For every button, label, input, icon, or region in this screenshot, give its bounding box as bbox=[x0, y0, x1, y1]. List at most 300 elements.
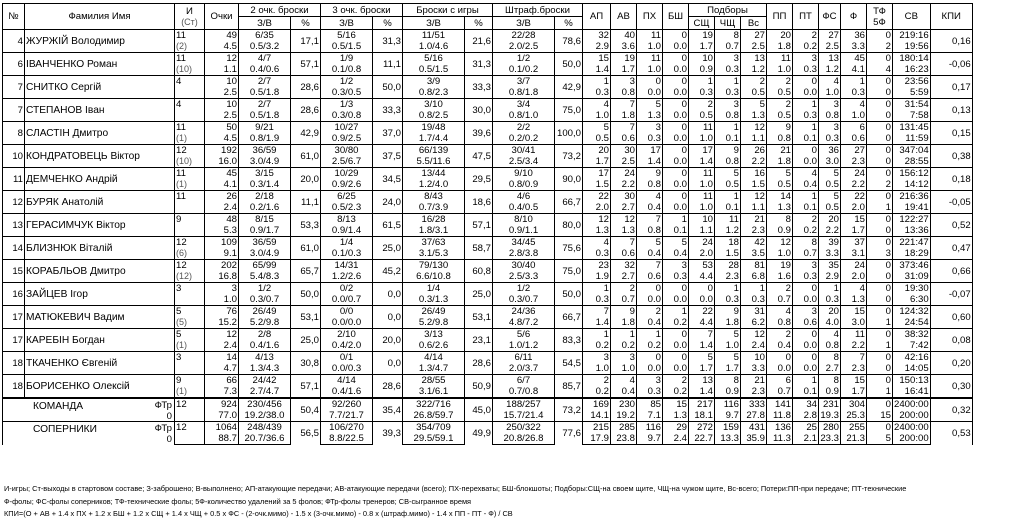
fs: 20 bbox=[819, 214, 841, 226]
bsha-avg: 0.0 bbox=[663, 41, 689, 53]
chscha-avg: 0.3 bbox=[715, 87, 741, 99]
chscha-avg: 1.5 bbox=[715, 248, 741, 260]
apa-avg: 1.4 bbox=[583, 64, 611, 76]
bsh: 0 bbox=[663, 283, 689, 295]
player-number: 18 bbox=[3, 375, 25, 399]
kpi: 0,66 bbox=[930, 260, 972, 283]
five-fouls: 2 bbox=[867, 41, 893, 53]
pta-avg: 2.1 bbox=[793, 433, 819, 445]
points-avg: 2.5 bbox=[205, 87, 239, 99]
pt: 1 bbox=[793, 99, 819, 111]
points-avg: 77.0 bbox=[205, 410, 239, 422]
fsa-avg: 0.9 bbox=[819, 386, 841, 398]
pt: 3 bbox=[793, 53, 819, 65]
fg3-made-att: 106/270 bbox=[321, 422, 373, 434]
games: 3 bbox=[175, 283, 205, 295]
chscha-avg: 0.1 bbox=[715, 202, 741, 214]
pta-avg: 0.7 bbox=[793, 248, 819, 260]
fg2p-pct: 57,1 bbox=[291, 53, 321, 76]
player-name: ТКАЧЕНКО Євгеній bbox=[25, 352, 175, 375]
pt: 0 bbox=[793, 329, 819, 341]
col-fg-pct: % bbox=[465, 17, 493, 30]
ph: 7 bbox=[637, 214, 663, 226]
table-row bbox=[3, 306, 1003, 318]
ftp-pct: 75,6 bbox=[555, 237, 583, 260]
chsch: 9 bbox=[715, 145, 741, 157]
fg2a-avg: 5.2/9.8 bbox=[239, 317, 291, 329]
sscha-avg: 0.5 bbox=[689, 110, 715, 122]
fg3-made-att: 4/14 bbox=[321, 375, 373, 387]
ssch: 11 bbox=[689, 122, 715, 134]
bsh: 3 bbox=[663, 260, 689, 272]
pha-avg: 0.4 bbox=[637, 317, 663, 329]
pta-avg: 0.2 bbox=[793, 225, 819, 237]
ava-avg: 2.7 bbox=[611, 271, 637, 283]
fgp-pct: 45,0 bbox=[465, 398, 493, 422]
five-fouls: 5 bbox=[867, 433, 893, 445]
tech-fouls: 0 bbox=[867, 422, 893, 434]
time-played-avg: 7:58 bbox=[893, 110, 931, 122]
fa-avg: 1.7 bbox=[841, 225, 867, 237]
fgp-pct: 21,6 bbox=[465, 30, 493, 53]
table-row bbox=[3, 145, 1003, 157]
ava-avg: 1.8 bbox=[611, 317, 637, 329]
av: 40 bbox=[611, 30, 637, 42]
f: 36 bbox=[841, 30, 867, 42]
coach-fouls-label: ФТр bbox=[154, 400, 172, 411]
fg3p-pct: 28,6 bbox=[373, 375, 403, 399]
pha-avg: 1.0 bbox=[637, 64, 663, 76]
fg3p-pct: 35,4 bbox=[373, 398, 403, 422]
games: 12 bbox=[175, 398, 205, 410]
ftp-pct: 100,0 bbox=[555, 122, 583, 145]
fta-avg: 0.8/0.9 bbox=[493, 179, 555, 191]
coach-fouls-label: ФТр bbox=[154, 423, 172, 434]
fg3p-pct: 24,0 bbox=[373, 191, 403, 214]
chsch: 8 bbox=[715, 30, 741, 42]
chscha-avg: 0.7 bbox=[715, 41, 741, 53]
av: 2 bbox=[611, 283, 637, 295]
fg3a-avg: 0.4/2.0 bbox=[321, 340, 373, 352]
pha-avg: 1.4 bbox=[637, 156, 663, 168]
fg2a-avg: 0.2/1.6 bbox=[239, 202, 291, 214]
fta-avg: 0.3/0.7 bbox=[493, 294, 555, 306]
col-fs: ФС bbox=[819, 4, 841, 30]
pp: 6 bbox=[767, 375, 793, 387]
time-played-avg: 13:36 bbox=[893, 225, 931, 237]
fg-made-att: 1/4 bbox=[403, 283, 465, 295]
ssch: 11 bbox=[689, 191, 715, 203]
vsa-avg: 2.5 bbox=[741, 41, 767, 53]
vs: 27 bbox=[741, 30, 767, 42]
fsa-avg: 1.0 bbox=[819, 87, 841, 99]
ssch: 7 bbox=[689, 329, 715, 341]
bsha-avg: 0.2 bbox=[663, 386, 689, 398]
ppa-avg: 11.3 bbox=[767, 433, 793, 445]
ssch: 2 bbox=[689, 99, 715, 111]
five-fouls: 0 bbox=[867, 110, 893, 122]
ppa-avg: 0.5 bbox=[767, 110, 793, 122]
ph: 0 bbox=[637, 283, 663, 295]
points: 192 bbox=[205, 145, 239, 157]
chsch: 5 bbox=[715, 329, 741, 341]
ssch: 17 bbox=[689, 145, 715, 157]
sscha-avg: 1.4 bbox=[689, 156, 715, 168]
av: 12 bbox=[611, 214, 637, 226]
chscha-avg: 1.0 bbox=[715, 340, 741, 352]
points-avg: 4.7 bbox=[205, 363, 239, 375]
ft-made-att: 3/4 bbox=[493, 99, 555, 111]
pha-avg: 0.3 bbox=[637, 386, 663, 398]
f: 37 bbox=[841, 237, 867, 249]
vs: 1 bbox=[741, 283, 767, 295]
points-avg: 9.1 bbox=[205, 248, 239, 260]
ph: 7 bbox=[637, 260, 663, 272]
av: 32 bbox=[611, 260, 637, 272]
ft-made-att: 6/7 bbox=[493, 375, 555, 387]
av: 19 bbox=[611, 53, 637, 65]
pp: 2 bbox=[767, 99, 793, 111]
fa-avg: 0.6 bbox=[841, 133, 867, 145]
col-ft-zv: З/В bbox=[493, 17, 555, 30]
fa-avg: 0.3 bbox=[841, 87, 867, 99]
five-fouls: 2 bbox=[867, 179, 893, 191]
games: 11 bbox=[175, 30, 205, 42]
pta-avg: 0.2 bbox=[793, 41, 819, 53]
fgp-pct: 53,1 bbox=[465, 306, 493, 329]
fg3p-pct: 0,0 bbox=[373, 352, 403, 375]
ssch: 19 bbox=[689, 30, 715, 42]
pp: 2 bbox=[767, 283, 793, 295]
col-fg3: 3 очк. броски bbox=[321, 4, 403, 17]
five-fouls: 0 bbox=[867, 87, 893, 99]
pp: 141 bbox=[767, 398, 793, 410]
vsa-avg: 3.3 bbox=[741, 363, 767, 375]
starts: (1) bbox=[175, 386, 205, 398]
five-fouls: 0 bbox=[867, 133, 893, 145]
pta-avg: 0.0 bbox=[793, 156, 819, 168]
five-fouls: 1 bbox=[867, 317, 893, 329]
table-row bbox=[3, 375, 1003, 387]
points: 109 bbox=[205, 237, 239, 249]
points: 12 bbox=[205, 329, 239, 341]
ppa-avg: 0.7 bbox=[767, 386, 793, 398]
bsha-avg: 0.0 bbox=[663, 87, 689, 99]
vs: 31 bbox=[741, 306, 767, 318]
fg2-made-att: 36/59 bbox=[239, 145, 291, 157]
pp: 4 bbox=[767, 306, 793, 318]
fsa-avg: 19.3 bbox=[820, 410, 839, 421]
fg3a-avg: 0.1/0.8 bbox=[321, 64, 373, 76]
chscha-avg: 0.5 bbox=[715, 179, 741, 191]
chscha-avg: 0.3 bbox=[715, 64, 741, 76]
ftp-pct: 66,7 bbox=[555, 191, 583, 214]
ph: 0 bbox=[637, 76, 663, 88]
ph: 11 bbox=[637, 30, 663, 42]
ppa-avg: 11.8 bbox=[767, 410, 793, 422]
games: 12 bbox=[175, 237, 205, 249]
starts bbox=[175, 225, 205, 237]
fg-made-att: 13/44 bbox=[403, 168, 465, 180]
ph: 5 bbox=[637, 237, 663, 249]
av: 30 bbox=[611, 145, 637, 157]
ftp-pct: 50,0 bbox=[555, 53, 583, 76]
player-name: ДЕМЧЕНКО Андрій bbox=[25, 168, 175, 191]
chsch: 5 bbox=[715, 352, 741, 364]
fs: 4 bbox=[819, 76, 841, 88]
f: 24 bbox=[841, 168, 867, 180]
tech-fouls: 0 bbox=[867, 352, 893, 364]
vsa-avg: 2.3 bbox=[741, 386, 767, 398]
fg2p-pct: 42,9 bbox=[291, 122, 321, 145]
fsa-avg: 0.8 bbox=[819, 110, 841, 122]
f: 27 bbox=[841, 145, 867, 157]
fg3-made-att: 1/4 bbox=[321, 237, 373, 249]
kpi: 0,20 bbox=[930, 352, 972, 375]
ph: 9 bbox=[637, 168, 663, 180]
ftp-pct: 50,0 bbox=[555, 283, 583, 306]
apa-avg: 1.5 bbox=[583, 179, 611, 191]
starts: (1) bbox=[175, 340, 205, 352]
chscha-avg: 13.3 bbox=[715, 433, 741, 445]
col-no: № bbox=[3, 4, 25, 30]
bsh: 0 bbox=[663, 145, 689, 157]
tech-fouls: 0 bbox=[867, 76, 893, 88]
player-number: 12 bbox=[3, 191, 25, 214]
fg2p-pct: 11,1 bbox=[291, 191, 321, 214]
ap: 17 bbox=[583, 168, 611, 180]
fg2p-pct: 30,8 bbox=[291, 352, 321, 375]
player-name: ЖУРЖІЙ Володимир bbox=[25, 30, 175, 53]
ava-avg: 0.6 bbox=[611, 248, 637, 260]
ft-made-att: 9/10 bbox=[493, 168, 555, 180]
bsh: 0 bbox=[663, 76, 689, 88]
ssch: 5 bbox=[689, 352, 715, 364]
fg2a-avg: 0.3/1.4 bbox=[239, 179, 291, 191]
f: 1 bbox=[841, 76, 867, 88]
tech-fouls: 0 bbox=[867, 283, 893, 295]
pha-avg: 0.8 bbox=[637, 225, 663, 237]
fg2a-avg: 3.0/4.9 bbox=[239, 248, 291, 260]
pha-avg: 7.1 bbox=[637, 410, 663, 422]
ssch: 10 bbox=[689, 214, 715, 226]
f: 22 bbox=[841, 191, 867, 203]
col-av: АВ bbox=[611, 4, 637, 30]
fg2p-pct: 17,1 bbox=[291, 30, 321, 53]
player-name: СНИТКО Сергій bbox=[25, 76, 175, 99]
fg-made-att: 354/709 bbox=[403, 422, 465, 434]
bsha-avg: 0.2 bbox=[663, 317, 689, 329]
table-row bbox=[3, 76, 1003, 88]
fg2a-avg: 20.7/36.6 bbox=[239, 433, 291, 445]
fg2a-avg: 0.8/1.9 bbox=[239, 133, 291, 145]
pta-avg: 0.3 bbox=[793, 271, 819, 283]
bsha-avg: 0.0 bbox=[663, 363, 689, 375]
points-avg: 5.3 bbox=[205, 225, 239, 237]
bsha-avg: 0.3 bbox=[663, 271, 689, 283]
ppa-avg: 0.8 bbox=[767, 133, 793, 145]
points-avg: 2.4 bbox=[205, 340, 239, 352]
table-row bbox=[3, 122, 1003, 134]
fgp-pct: 58,7 bbox=[465, 237, 493, 260]
table-row bbox=[3, 168, 1003, 180]
fgp-pct: 33,3 bbox=[465, 76, 493, 99]
ppa-avg: 0.4 bbox=[767, 340, 793, 352]
fg2p-pct: 28,6 bbox=[291, 76, 321, 99]
table-row bbox=[3, 283, 1003, 295]
player-number: 8 bbox=[3, 122, 25, 145]
av: 7 bbox=[611, 237, 637, 249]
ava-avg: 19.2 bbox=[611, 410, 637, 422]
pp: 14 bbox=[767, 191, 793, 203]
fsa-avg: 2.7 bbox=[819, 363, 841, 375]
apa-avg: 0.2 bbox=[583, 340, 611, 352]
fg3a-avg: 0.9/1.4 bbox=[321, 225, 373, 237]
fg2p-pct: 56,5 bbox=[291, 422, 321, 445]
ava-avg: 0.6 bbox=[611, 133, 637, 145]
f: 11 bbox=[841, 329, 867, 341]
fg-made-att: 66/139 bbox=[403, 145, 465, 157]
points-avg: 15.2 bbox=[205, 317, 239, 329]
five-fouls: 1 bbox=[867, 386, 893, 398]
games: 11 bbox=[175, 53, 205, 65]
av: 4 bbox=[611, 375, 637, 387]
chscha-avg: 1.7 bbox=[715, 363, 741, 375]
col-f: Ф bbox=[841, 4, 867, 30]
fg2-made-att: 9/21 bbox=[239, 122, 291, 134]
fga-avg: 29.5/59.1 bbox=[403, 433, 465, 445]
vs: 333 bbox=[741, 398, 767, 410]
games: 9 bbox=[175, 214, 205, 226]
fg-made-att: 322/716 bbox=[403, 398, 465, 410]
games: 12 bbox=[175, 422, 205, 434]
fa-avg: 2.0 bbox=[841, 271, 867, 283]
chsch: 3 bbox=[715, 99, 741, 111]
tech-fouls: 0 bbox=[867, 191, 893, 203]
ph: 5 bbox=[637, 99, 663, 111]
fta-avg: 20.8/26.8 bbox=[493, 433, 555, 445]
fg3a-avg: 0.1/0.3 bbox=[321, 248, 373, 260]
ppa-avg: 0.7 bbox=[767, 294, 793, 306]
bsha-avg: 0.0 bbox=[663, 133, 689, 145]
fs: 8 bbox=[819, 375, 841, 387]
time-played: 122:27 bbox=[893, 214, 931, 226]
ap: 5 bbox=[583, 122, 611, 134]
bsha-avg: 0.0 bbox=[663, 202, 689, 214]
vs: 2 bbox=[741, 76, 767, 88]
player-name: БЛИЗНЮК Віталій bbox=[25, 237, 175, 260]
ft-made-att: 8/10 bbox=[493, 214, 555, 226]
fg3a-avg: 0.4/1.6 bbox=[321, 386, 373, 398]
vsa-avg: 1.2 bbox=[741, 64, 767, 76]
chscha-avg: 0.1 bbox=[715, 133, 741, 145]
chsch: 9 bbox=[715, 306, 741, 318]
player-name: КАРЕБІН Богдан bbox=[25, 329, 175, 352]
fa-avg: 1.0 bbox=[841, 110, 867, 122]
games: 5 bbox=[175, 329, 205, 341]
player-number: 18 bbox=[3, 352, 25, 375]
fga-avg: 0.6/2.6 bbox=[403, 340, 465, 352]
fg3a-avg: 0.9/2.6 bbox=[321, 179, 373, 191]
pha-avg: 0.4 bbox=[637, 248, 663, 260]
fsa-avg: 0.8 bbox=[819, 340, 841, 352]
ap: 3 bbox=[583, 352, 611, 364]
av: 1 bbox=[611, 329, 637, 341]
fta-avg: 2.0/3.7 bbox=[493, 363, 555, 375]
time-played-avg: 200:00 bbox=[893, 433, 931, 445]
tech-fouls: 0 bbox=[867, 329, 893, 341]
five-fouls: 0 bbox=[867, 294, 893, 306]
fg3a-avg: 0.3/0.5 bbox=[321, 87, 373, 99]
fga-avg: 5.5/11.6 bbox=[403, 156, 465, 168]
fga-avg: 3.1/5.3 bbox=[403, 248, 465, 260]
time-played-avg: 16:41 bbox=[893, 386, 931, 398]
vsa-avg: 2.3 bbox=[741, 225, 767, 237]
ph: 116 bbox=[637, 422, 663, 434]
team-name-cell bbox=[3, 398, 175, 422]
pt: 0 bbox=[793, 145, 819, 157]
fga-avg: 1.3/4.7 bbox=[403, 363, 465, 375]
fsa-avg: 2.5 bbox=[819, 41, 841, 53]
vsa-avg: 2.2 bbox=[741, 156, 767, 168]
pt: 2 bbox=[793, 214, 819, 226]
col-name: Фамилия Имя bbox=[25, 4, 175, 30]
fga-avg: 5.2/9.8 bbox=[403, 317, 465, 329]
time-played: 31:54 bbox=[893, 99, 931, 111]
ava-avg: 0.7 bbox=[611, 294, 637, 306]
fg3-made-att: 0/0 bbox=[321, 306, 373, 318]
fg3-made-att: 10/27 bbox=[321, 122, 373, 134]
col-fg-zv: З/В bbox=[403, 17, 465, 30]
team-name-cell bbox=[3, 422, 175, 445]
player-name: БУРЯК Анатолій bbox=[25, 191, 175, 214]
fa-avg: 2.2 bbox=[841, 179, 867, 191]
fgp-pct: 30,0 bbox=[465, 99, 493, 122]
kpi: 0,16 bbox=[930, 30, 972, 53]
pt: 3 bbox=[793, 260, 819, 272]
player-number: 16 bbox=[3, 283, 25, 306]
pp: 8 bbox=[767, 214, 793, 226]
kpi: 0,60 bbox=[930, 306, 972, 329]
vs: 16 bbox=[741, 168, 767, 180]
apa-avg: 1.4 bbox=[583, 317, 611, 329]
time-played-avg: 14:12 bbox=[893, 179, 931, 191]
player-name: КОРАБЛЬОВ Дмитро bbox=[25, 260, 175, 283]
fg2p-pct: 61,0 bbox=[291, 237, 321, 260]
vsa-avg: 3.5 bbox=[741, 248, 767, 260]
fg3-made-att: 14/31 bbox=[321, 260, 373, 272]
f: 7 bbox=[841, 352, 867, 364]
fg2p-pct: 28,6 bbox=[291, 99, 321, 122]
vsa-avg: 6.8 bbox=[741, 271, 767, 283]
pta-avg: 0.1 bbox=[793, 133, 819, 145]
ftp-pct: 77,6 bbox=[555, 422, 583, 445]
ap: 1 bbox=[583, 329, 611, 341]
time-played-avg: 7:42 bbox=[893, 340, 931, 352]
bsha-avg: 0.0 bbox=[663, 156, 689, 168]
time-played: 347:04 bbox=[893, 145, 931, 157]
ftp-pct: 85,7 bbox=[555, 375, 583, 399]
ft-made-att: 22/28 bbox=[493, 30, 555, 42]
player-number: 11 bbox=[3, 168, 25, 191]
ppa-avg: 1.0 bbox=[767, 64, 793, 76]
starts: (10) bbox=[175, 64, 205, 76]
ft-made-att: 30/41 bbox=[493, 145, 555, 157]
pt: 0 bbox=[793, 76, 819, 88]
fg2p-pct: 20,0 bbox=[291, 168, 321, 191]
ph: 4 bbox=[637, 191, 663, 203]
footer-kpi-formula: КПИ=(О + АВ + 1.4 x ПХ + 1.2 x БШ + 1.2 x СЩ + 1.4 x ЧЩ + 0.5 x ФС - (2-очк.мимо) - 1.5 x (3-очк.мимо) - 0.8 x (штраф.мимо) - 1.4 x ПП - ПТ - Ф) / СВ bbox=[4, 509, 513, 518]
